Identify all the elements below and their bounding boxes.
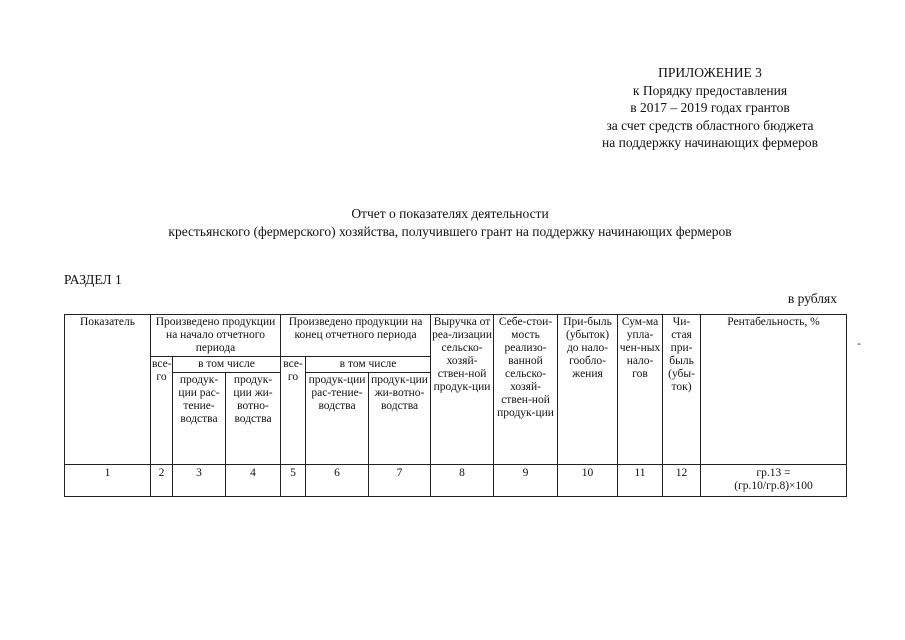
header-including-start: в том числе bbox=[173, 357, 281, 373]
col-num: 10 bbox=[558, 465, 618, 497]
column-number-row bbox=[65, 465, 847, 497]
col-13-formula bbox=[701, 465, 847, 497]
formula-line1: гр.13 = bbox=[756, 467, 791, 479]
header-net-profit: Чи-стая при-быль (убы-ток) bbox=[663, 315, 701, 465]
header-including-end: в том числе bbox=[306, 357, 431, 373]
header-produced-start: Произведено продукции на начало отчетного периода bbox=[151, 315, 281, 357]
report-title bbox=[60, 205, 840, 240]
units-label: в рублях bbox=[787, 291, 837, 306]
header-crop-start: продук-ции рас-тение-водства bbox=[173, 373, 226, 465]
col-num: 6 bbox=[306, 465, 369, 497]
col-num: 5 bbox=[281, 465, 306, 497]
header-livestock-end: продук-ции жи-вотно-водства bbox=[369, 373, 431, 465]
col-num: 4 bbox=[226, 465, 281, 497]
header-row-1 bbox=[65, 315, 847, 357]
header-total-end: все-го bbox=[281, 357, 306, 465]
header-indicator: Показатель bbox=[65, 315, 151, 465]
header-total-start: все-го bbox=[151, 357, 173, 465]
col-num: 3 bbox=[173, 465, 226, 497]
appendix-line: в 2017 – 2019 годах грантов bbox=[630, 100, 790, 115]
col-num: 11 bbox=[618, 465, 663, 497]
appendix-line: на поддержку начинающих фермеров bbox=[602, 135, 818, 150]
formula-line2: (гр.10/гр.8)×100 bbox=[734, 480, 813, 492]
col-num: 1 bbox=[65, 465, 151, 497]
header-livestock-start: продук-ции жи-вотно-водства bbox=[226, 373, 281, 465]
margin-mark: - bbox=[857, 336, 861, 350]
col-num: 2 bbox=[151, 465, 173, 497]
col-num: 9 bbox=[494, 465, 558, 497]
report-title-line2: крестьянского (фермерского) хозяйства, получившего грант на поддержку начинающих фермеров bbox=[168, 223, 732, 239]
appendix-line: за счет средств областного бюджета bbox=[606, 117, 814, 133]
report-title-line1: Отчет о показателях деятельности bbox=[351, 206, 549, 221]
appendix-line: к Порядку предоставления bbox=[632, 82, 788, 98]
header-profit-before-tax: При-быль (убыток) до нало-гообло-жения bbox=[558, 315, 618, 465]
appendix-title: ПРИЛОЖЕНИЕ 3 bbox=[658, 65, 762, 80]
appendix-header bbox=[560, 64, 860, 152]
header-crop-end: продук-ции рас-тение-водства bbox=[306, 373, 369, 465]
header-profitability: Рентабельность, % bbox=[701, 315, 847, 465]
header-taxes-paid: Сум-ма упла-чен-ных нало-гов bbox=[618, 315, 663, 465]
col-num: 8 bbox=[431, 465, 494, 497]
header-cost: Себе-стои-мость реализо-ванной сельско-хозяй-ствен-ной продук-ции bbox=[494, 315, 558, 465]
header-revenue: Выручка от реа-лизации сельско-хозяй-ствен-ной продук-ции bbox=[431, 315, 494, 465]
section-label: РАЗДЕЛ 1 bbox=[64, 272, 122, 287]
header-produced-end: Произведено продукции на конец отчетного периода bbox=[281, 315, 431, 357]
col-num: 7 bbox=[369, 465, 431, 497]
col-num: 12 bbox=[663, 465, 701, 497]
report-table bbox=[64, 314, 847, 497]
